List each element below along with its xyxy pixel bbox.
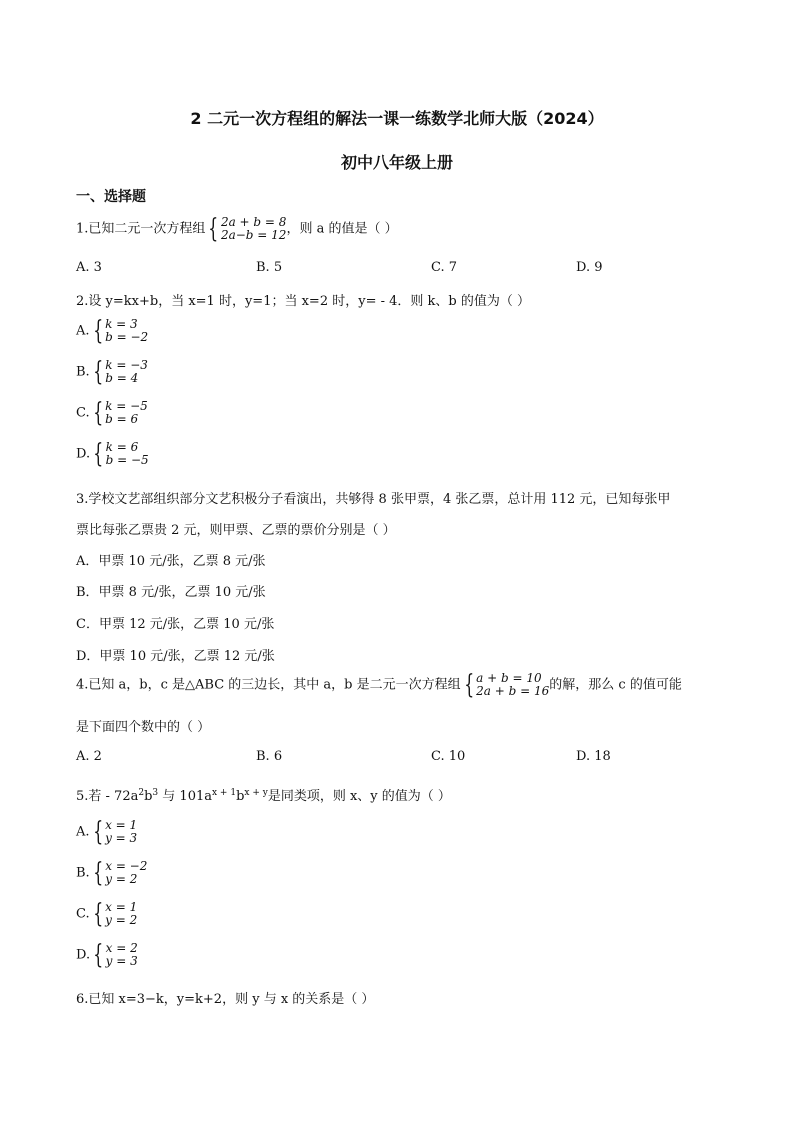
- brace-icon: {: [208, 214, 219, 244]
- option-label: B.: [76, 364, 90, 380]
- question-1-stem: [76, 216, 398, 242]
- question-3-option-a: A．甲票 10 元/张，乙票 8 元/张: [76, 554, 266, 569]
- option-eq2: y = 2: [105, 913, 138, 927]
- option-eq1: x = 1: [105, 900, 138, 914]
- brace-icon: {: [92, 817, 103, 847]
- question-3-stem-line-2: 票比每张乙票贵 2 元，则甲票、乙票的票价分别是（ ）: [76, 523, 396, 538]
- option-label: C.: [76, 405, 90, 421]
- option-eq1: x = 2: [105, 941, 138, 955]
- option-eq1: k = 3: [105, 317, 138, 331]
- question-2-option-c: [76, 400, 148, 426]
- option-eq2: y = 3: [105, 954, 138, 968]
- question-2-option-b: [76, 359, 148, 385]
- exponent: x + y: [244, 788, 268, 798]
- question-4-eq1: a + b = 10: [476, 671, 542, 685]
- question-4-option-d: D. 18: [576, 749, 611, 764]
- question-6-stem: 6.已知 x=3−k，y=k+2，则 y 与 x 的关系是（ ）: [76, 992, 375, 1007]
- question-1-option-d: D. 9: [576, 260, 603, 275]
- brace-icon: {: [93, 940, 104, 970]
- question-4-stem-post: 的解，那么 c 的值可能: [549, 677, 682, 693]
- question-5-stem: [76, 785, 451, 804]
- option-eq1: x = −2: [105, 859, 148, 873]
- stem-part: 是同类项，则 x、y 的值为（ ）: [267, 789, 451, 804]
- question-4-stem-line-1: [76, 672, 682, 698]
- option-eq2: b = 4: [105, 371, 139, 385]
- question-1-eq1: 2a + b = 8: [220, 215, 287, 229]
- question-5-option-c: [76, 901, 137, 927]
- brace-icon: {: [92, 858, 103, 888]
- question-4-option-b: B. 6: [256, 749, 283, 764]
- question-3-option-b: B．甲票 8 元/张，乙票 10 元/张: [76, 585, 266, 600]
- question-5-option-b: [76, 860, 147, 886]
- question-4-stem-pre: 4.已知 a，b，c 是△ABC 的三边长，其中 a，b 是二元一次方程组: [76, 677, 461, 693]
- question-2-stem: 2.设 y=kx+b，当 x=1 时，y=1；当 x=2 时，y= - 4．则 k、b 的值为（ ）: [76, 294, 530, 309]
- question-2-option-d: [76, 441, 149, 467]
- section-heading: 一、选择题: [76, 189, 146, 205]
- stem-part: b: [236, 789, 245, 804]
- option-eq2: b = 6: [105, 412, 139, 426]
- option-eq1: k = 6: [105, 440, 139, 454]
- question-5-option-a: [76, 819, 137, 845]
- option-label: A.: [76, 824, 90, 840]
- document-title: 2 二元一次方程组的解法一课一练数学北师大版（2024）: [190, 109, 604, 128]
- brace-icon: {: [463, 670, 474, 700]
- stem-part: 5.若 - 72a: [76, 789, 139, 804]
- question-4-equation-system: [461, 672, 550, 698]
- question-1-stem-pre: 1.已知二元一次方程组: [76, 221, 206, 237]
- exponent: x + 1: [212, 788, 237, 798]
- question-5-option-d: [76, 942, 138, 968]
- question-1-equation-system: [205, 216, 286, 242]
- question-1-option-c: C. 7: [431, 260, 458, 275]
- stem-part: b: [144, 789, 153, 804]
- option-eq2: y = 2: [105, 872, 138, 886]
- question-1-option-b: B. 5: [256, 260, 283, 275]
- brace-icon: {: [92, 398, 103, 428]
- option-label: A.: [76, 323, 90, 339]
- option-eq2: y = 3: [105, 831, 138, 845]
- stem-part: 与 101a: [158, 789, 212, 804]
- brace-icon: {: [93, 439, 104, 469]
- question-4-eq2: 2a + b = 16: [476, 684, 550, 698]
- option-eq1: k = −5: [105, 399, 148, 413]
- question-2-option-a: [76, 318, 148, 344]
- document-subtitle: 初中八年级上册: [340, 153, 453, 172]
- question-3-stem-line-1: 3.学校文艺部组织部分文艺积极分子看演出，共够得 8 张甲票，4 张乙票，总计用 112 元，已知每张甲: [76, 492, 671, 507]
- question-4-option-a: A. 2: [76, 749, 102, 764]
- option-label: B.: [76, 865, 90, 881]
- option-eq1: k = −3: [105, 358, 148, 372]
- option-label: C.: [76, 906, 90, 922]
- option-label: D.: [76, 947, 91, 963]
- question-1-eq2: 2a−b = 12: [220, 228, 287, 242]
- question-4-option-c: C. 10: [431, 749, 466, 764]
- question-4-stem-line-2: 是下面四个数中的（ ）: [76, 720, 211, 735]
- question-1-stem-post: ，则 a 的值是（ ）: [286, 221, 398, 237]
- brace-icon: {: [92, 316, 103, 346]
- option-eq1: x = 1: [105, 818, 138, 832]
- brace-icon: {: [92, 899, 103, 929]
- exponent: 3: [152, 788, 159, 798]
- question-3-option-d: D．甲票 10 元/张，乙票 12 元/张: [76, 649, 275, 664]
- question-1-option-a: A. 3: [76, 260, 102, 275]
- option-eq2: b = −5: [105, 453, 149, 467]
- brace-icon: {: [92, 357, 103, 387]
- option-eq2: b = −2: [105, 330, 149, 344]
- option-label: D.: [76, 446, 91, 462]
- exponent: 2: [138, 788, 145, 798]
- question-3-option-c: C．甲票 12 元/张，乙票 10 元/张: [76, 617, 275, 632]
